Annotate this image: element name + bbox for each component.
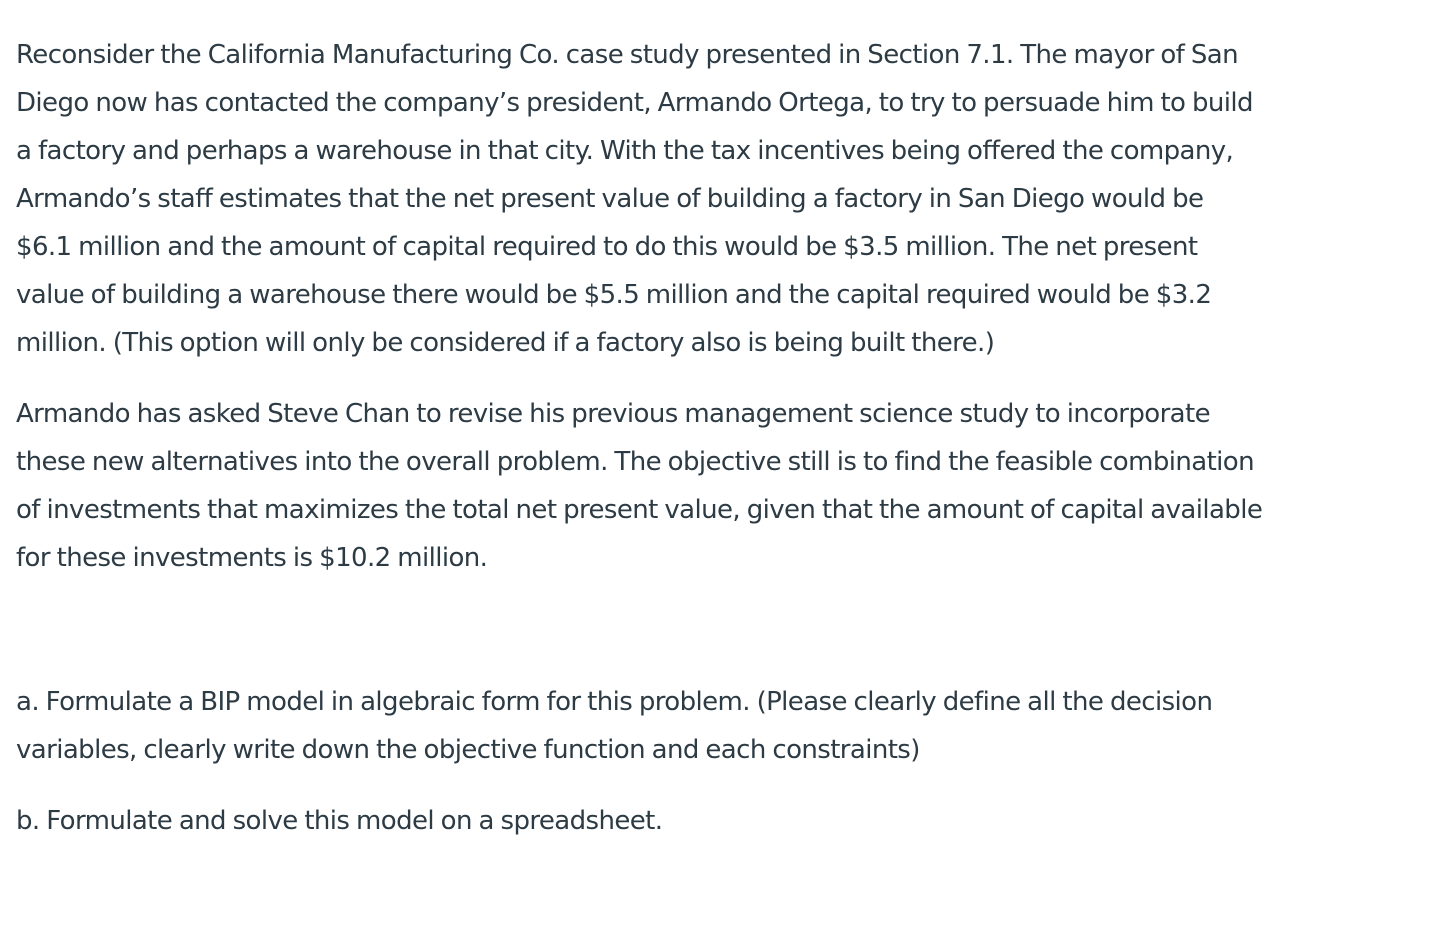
question-part-a — [16, 678, 1416, 774]
text-line: these new alternatives into the overall problem. The objective still is to find the feasible combination — [16, 447, 1254, 477]
text-line: Reconsider the California Manufacturing Co. case study presented in Section 7.1. The mayor of San — [16, 40, 1239, 70]
text-line: a factory and perhaps a warehouse in that city. With the tax incentives being offered the company, — [16, 136, 1234, 166]
question-content — [16, 31, 1416, 845]
text-line: Diego now has contacted the company’s president, Armando Ortega, to try to persuade him to build — [16, 88, 1253, 118]
text-line: of investments that maximizes the total net present value, given that the amount of capital available — [16, 495, 1263, 525]
text-line: value of building a warehouse there would be $5.5 million and the capital required would be $3.2 — [16, 280, 1212, 310]
text-line: million. (This option will only be considered if a factory also is being built there.) — [16, 328, 995, 358]
text-line: b. Formulate and solve this model on a spreadsheet. — [16, 806, 663, 836]
problem-paragraph-1 — [16, 31, 1416, 367]
problem-paragraph-2 — [16, 390, 1416, 582]
text-line: Armando has asked Steve Chan to revise his previous management science study to incorporate — [16, 399, 1210, 429]
text-line: variables, clearly write down the objective function and each constraints) — [16, 735, 920, 765]
text-line: for these investments is $10.2 million. — [16, 543, 488, 573]
question-part-b — [16, 797, 1416, 845]
text-line: a. Formulate a BIP model in algebraic form for this problem. (Please clearly define all the decision — [16, 687, 1213, 717]
text-line: Armando’s staff estimates that the net present value of building a factory in San Diego would be — [16, 184, 1204, 214]
text-line: $6.1 million and the amount of capital required to do this would be $3.5 million. The net present — [16, 232, 1198, 262]
